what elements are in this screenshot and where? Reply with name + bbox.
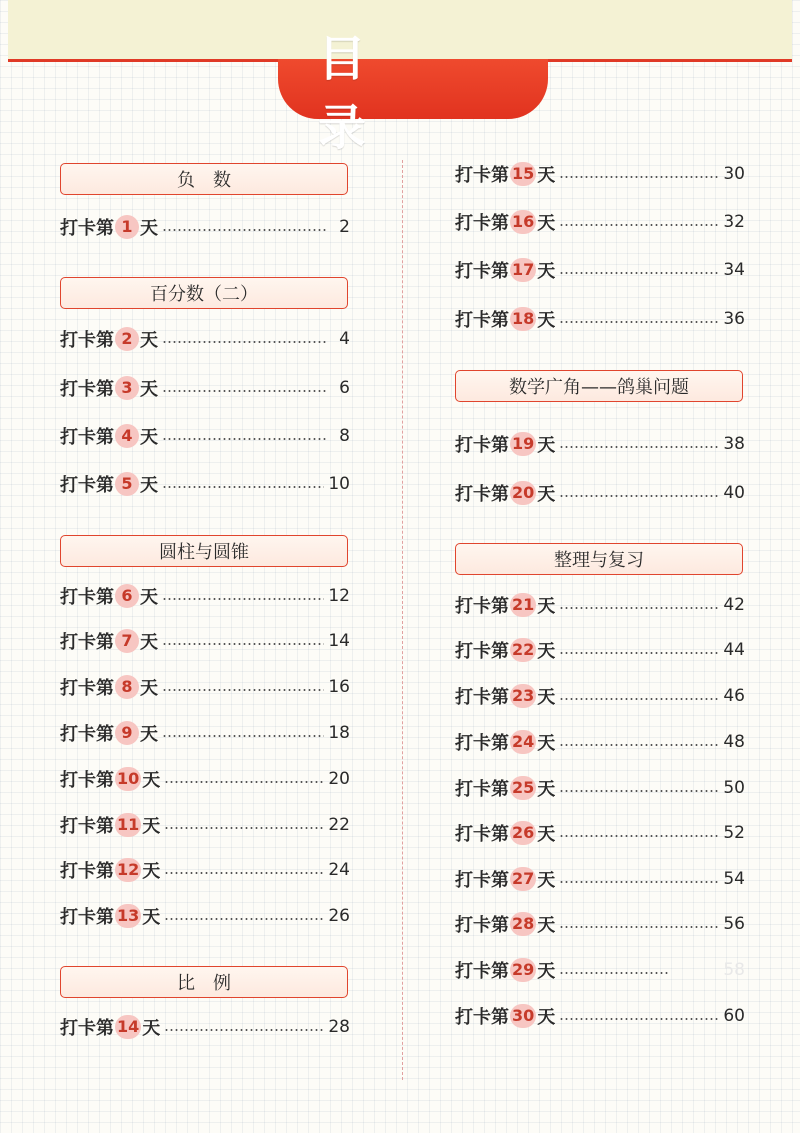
toc-entry[interactable]	[455, 956, 745, 984]
day-number: 15	[510, 162, 536, 186]
toc-entry[interactable]	[455, 430, 745, 458]
page-number: 52	[723, 823, 745, 843]
page-number: 2	[339, 217, 350, 237]
dot-leader	[162, 341, 328, 343]
entry-suffix: 天	[142, 907, 161, 928]
dot-leader	[162, 735, 324, 737]
day-number: 13	[115, 904, 141, 928]
dot-leader	[162, 689, 324, 691]
page-number: 54	[723, 869, 745, 889]
page-number: 16	[328, 677, 350, 697]
dot-leader	[162, 643, 324, 645]
section-header: 百分数（二）	[60, 277, 348, 309]
page-number: 20	[328, 769, 350, 789]
entry-prefix: 打卡第	[455, 484, 509, 505]
dot-leader	[559, 607, 719, 609]
dot-leader	[559, 272, 719, 274]
dot-leader	[559, 652, 719, 654]
page-number: 40	[723, 483, 745, 503]
entry-suffix: 天	[537, 824, 556, 845]
toc-entry[interactable]	[60, 627, 350, 655]
toc-entry[interactable]	[60, 325, 350, 353]
toc-entry[interactable]	[60, 811, 350, 839]
dot-leader	[162, 438, 328, 440]
section-header: 圆柱与圆锥	[60, 535, 348, 567]
entry-suffix: 天	[140, 330, 158, 351]
page-number: 56	[723, 914, 745, 934]
toc-entry[interactable]	[60, 582, 350, 610]
day-number: 25	[510, 776, 536, 800]
day-number: 21	[510, 593, 536, 617]
entry-prefix: 打卡第	[455, 641, 509, 662]
column-divider	[402, 160, 403, 1080]
dot-leader	[559, 224, 719, 226]
title-tab	[278, 31, 548, 156]
day-number: 11	[115, 813, 141, 837]
day-number: 29	[510, 958, 536, 982]
entry-prefix: 打卡第	[455, 435, 509, 456]
day-number: 6	[115, 584, 139, 608]
dot-leader	[559, 176, 719, 178]
dot-leader	[559, 835, 719, 837]
entry-suffix: 天	[537, 641, 556, 662]
entry-prefix: 打卡第	[60, 218, 114, 239]
entry-prefix: 打卡第	[455, 961, 509, 982]
day-number: 18	[510, 307, 536, 331]
page-number: 38	[723, 434, 745, 454]
page-number: 50	[723, 778, 745, 798]
page-number: 32	[723, 212, 745, 232]
entry-suffix: 天	[140, 678, 158, 699]
toc-entry[interactable]	[455, 636, 745, 664]
day-number: 22	[510, 638, 536, 662]
entry-suffix: 天	[537, 596, 556, 617]
dot-leader	[559, 321, 719, 323]
entry-suffix: 天	[537, 733, 556, 754]
dot-leader	[162, 486, 324, 488]
dot-leader	[164, 918, 324, 920]
entry-suffix: 天	[140, 475, 158, 496]
entry-suffix: 天	[142, 861, 161, 882]
page-number: 6	[339, 378, 350, 398]
toc-entry[interactable]	[455, 591, 745, 619]
dot-leader	[559, 790, 719, 792]
day-number: 4	[115, 424, 139, 448]
entry-prefix: 打卡第	[455, 824, 509, 845]
day-number: 9	[115, 721, 139, 745]
toc-entry[interactable]	[455, 682, 745, 710]
day-number: 1	[115, 215, 139, 239]
toc-entry[interactable]	[60, 1013, 350, 1041]
dot-leader	[164, 872, 324, 874]
entry-suffix: 天	[537, 687, 556, 708]
dot-leader	[559, 698, 719, 700]
page-number: 44	[723, 640, 745, 660]
dot-leader	[559, 926, 719, 928]
entry-prefix: 打卡第	[455, 915, 509, 936]
toc-entry[interactable]	[455, 819, 745, 847]
entry-prefix: 打卡第	[60, 475, 114, 496]
page-number: 24	[328, 860, 350, 880]
dot-leader	[559, 972, 669, 974]
day-number: 28	[510, 912, 536, 936]
entry-suffix: 天	[537, 870, 556, 891]
day-number: 10	[115, 767, 141, 791]
entry-suffix: 天	[140, 379, 158, 400]
toc-entry[interactable]	[60, 422, 350, 450]
dot-leader	[559, 495, 719, 497]
page-number: 8	[339, 426, 350, 446]
day-number: 27	[510, 867, 536, 891]
entry-suffix: 天	[537, 779, 556, 800]
toc-entry[interactable]	[60, 673, 350, 701]
page-number: 58	[723, 960, 745, 980]
entry-suffix: 天	[142, 770, 161, 791]
page-number: 4	[339, 329, 350, 349]
page-number: 12	[328, 586, 350, 606]
entry-prefix: 打卡第	[455, 1007, 509, 1028]
entry-prefix: 打卡第	[455, 596, 509, 617]
toc-entry[interactable]	[455, 479, 745, 507]
page-number: 48	[723, 732, 745, 752]
entry-suffix: 天	[537, 310, 556, 331]
toc-entry[interactable]	[455, 1002, 745, 1030]
day-number: 16	[510, 210, 536, 234]
page-number: 60	[723, 1006, 745, 1026]
dot-leader	[559, 744, 719, 746]
dot-leader	[164, 1029, 324, 1031]
page-number: 46	[723, 686, 745, 706]
toc-entry[interactable]	[455, 865, 745, 893]
entry-suffix: 天	[142, 1018, 161, 1039]
page-number: 36	[723, 309, 745, 329]
dot-leader	[164, 827, 324, 829]
entry-prefix: 打卡第	[455, 213, 509, 234]
entry-prefix: 打卡第	[60, 861, 114, 882]
day-number: 23	[510, 684, 536, 708]
dot-leader	[559, 446, 719, 448]
page-number: 42	[723, 595, 745, 615]
page-number: 10	[328, 474, 350, 494]
toc-entry[interactable]	[455, 256, 745, 284]
entry-suffix: 天	[537, 261, 556, 282]
entry-prefix: 打卡第	[455, 733, 509, 754]
page-number: 28	[328, 1017, 350, 1037]
day-number: 26	[510, 821, 536, 845]
toc-entry[interactable]	[455, 305, 745, 333]
entry-prefix: 打卡第	[455, 779, 509, 800]
entry-prefix: 打卡第	[60, 907, 114, 928]
entry-suffix: 天	[140, 587, 158, 608]
dot-leader	[162, 598, 324, 600]
dot-leader	[162, 229, 328, 231]
day-number: 12	[115, 858, 141, 882]
entry-prefix: 打卡第	[60, 632, 114, 653]
page-number: 18	[328, 723, 350, 743]
entry-suffix: 天	[537, 213, 556, 234]
day-number: 8	[115, 675, 139, 699]
toc-entry[interactable]	[60, 470, 350, 498]
entry-suffix: 天	[140, 427, 158, 448]
section-header: 负 数	[60, 163, 348, 195]
day-number: 14	[115, 1015, 141, 1039]
toc-entry[interactable]	[60, 213, 350, 241]
page-title: 目 录	[318, 31, 407, 156]
entry-prefix: 打卡第	[60, 678, 114, 699]
toc-entry[interactable]	[455, 774, 745, 802]
entry-prefix: 打卡第	[60, 724, 114, 745]
entry-prefix: 打卡第	[60, 1018, 114, 1039]
day-number: 19	[510, 432, 536, 456]
entry-suffix: 天	[537, 961, 556, 982]
day-number: 17	[510, 258, 536, 282]
page-number: 34	[723, 260, 745, 280]
dot-leader	[559, 881, 719, 883]
toc-entry[interactable]	[60, 856, 350, 884]
day-number: 2	[115, 327, 139, 351]
entry-prefix: 打卡第	[60, 427, 114, 448]
dot-leader	[559, 1018, 719, 1020]
entry-suffix: 天	[140, 218, 158, 239]
entry-suffix: 天	[537, 435, 556, 456]
day-number: 5	[115, 472, 139, 496]
day-number: 20	[510, 481, 536, 505]
dot-leader	[162, 390, 328, 392]
entry-prefix: 打卡第	[60, 816, 114, 837]
toc-entry[interactable]	[455, 160, 745, 188]
page-number: 30	[723, 164, 745, 184]
entry-suffix: 天	[537, 1007, 556, 1028]
day-number: 24	[510, 730, 536, 754]
section-header: 整理与复习	[455, 543, 743, 575]
day-number: 3	[115, 376, 139, 400]
entry-prefix: 打卡第	[455, 165, 509, 186]
entry-prefix: 打卡第	[455, 261, 509, 282]
day-number: 30	[510, 1004, 536, 1028]
entry-prefix: 打卡第	[60, 379, 114, 400]
entry-suffix: 天	[537, 484, 556, 505]
entry-prefix: 打卡第	[60, 587, 114, 608]
page-number: 22	[328, 815, 350, 835]
entry-suffix: 天	[140, 724, 158, 745]
dot-leader	[164, 781, 324, 783]
toc-entry[interactable]	[60, 719, 350, 747]
toc-entry[interactable]	[60, 374, 350, 402]
entry-prefix: 打卡第	[455, 687, 509, 708]
entry-suffix: 天	[142, 816, 161, 837]
toc-entry[interactable]	[60, 765, 350, 793]
section-header: 比 例	[60, 966, 348, 998]
entry-suffix: 天	[537, 165, 556, 186]
toc-entry[interactable]	[60, 902, 350, 930]
entry-prefix: 打卡第	[455, 870, 509, 891]
page-number: 14	[328, 631, 350, 651]
day-number: 7	[115, 629, 139, 653]
entry-suffix: 天	[140, 632, 158, 653]
page-number: 26	[328, 906, 350, 926]
toc-entry[interactable]	[455, 728, 745, 756]
entry-prefix: 打卡第	[60, 330, 114, 351]
entry-prefix: 打卡第	[60, 770, 114, 791]
toc-entry[interactable]	[455, 208, 745, 236]
entry-prefix: 打卡第	[455, 310, 509, 331]
toc-entry[interactable]	[455, 910, 745, 938]
section-header: 数学广角——鸽巢问题	[455, 370, 743, 402]
entry-suffix: 天	[537, 915, 556, 936]
